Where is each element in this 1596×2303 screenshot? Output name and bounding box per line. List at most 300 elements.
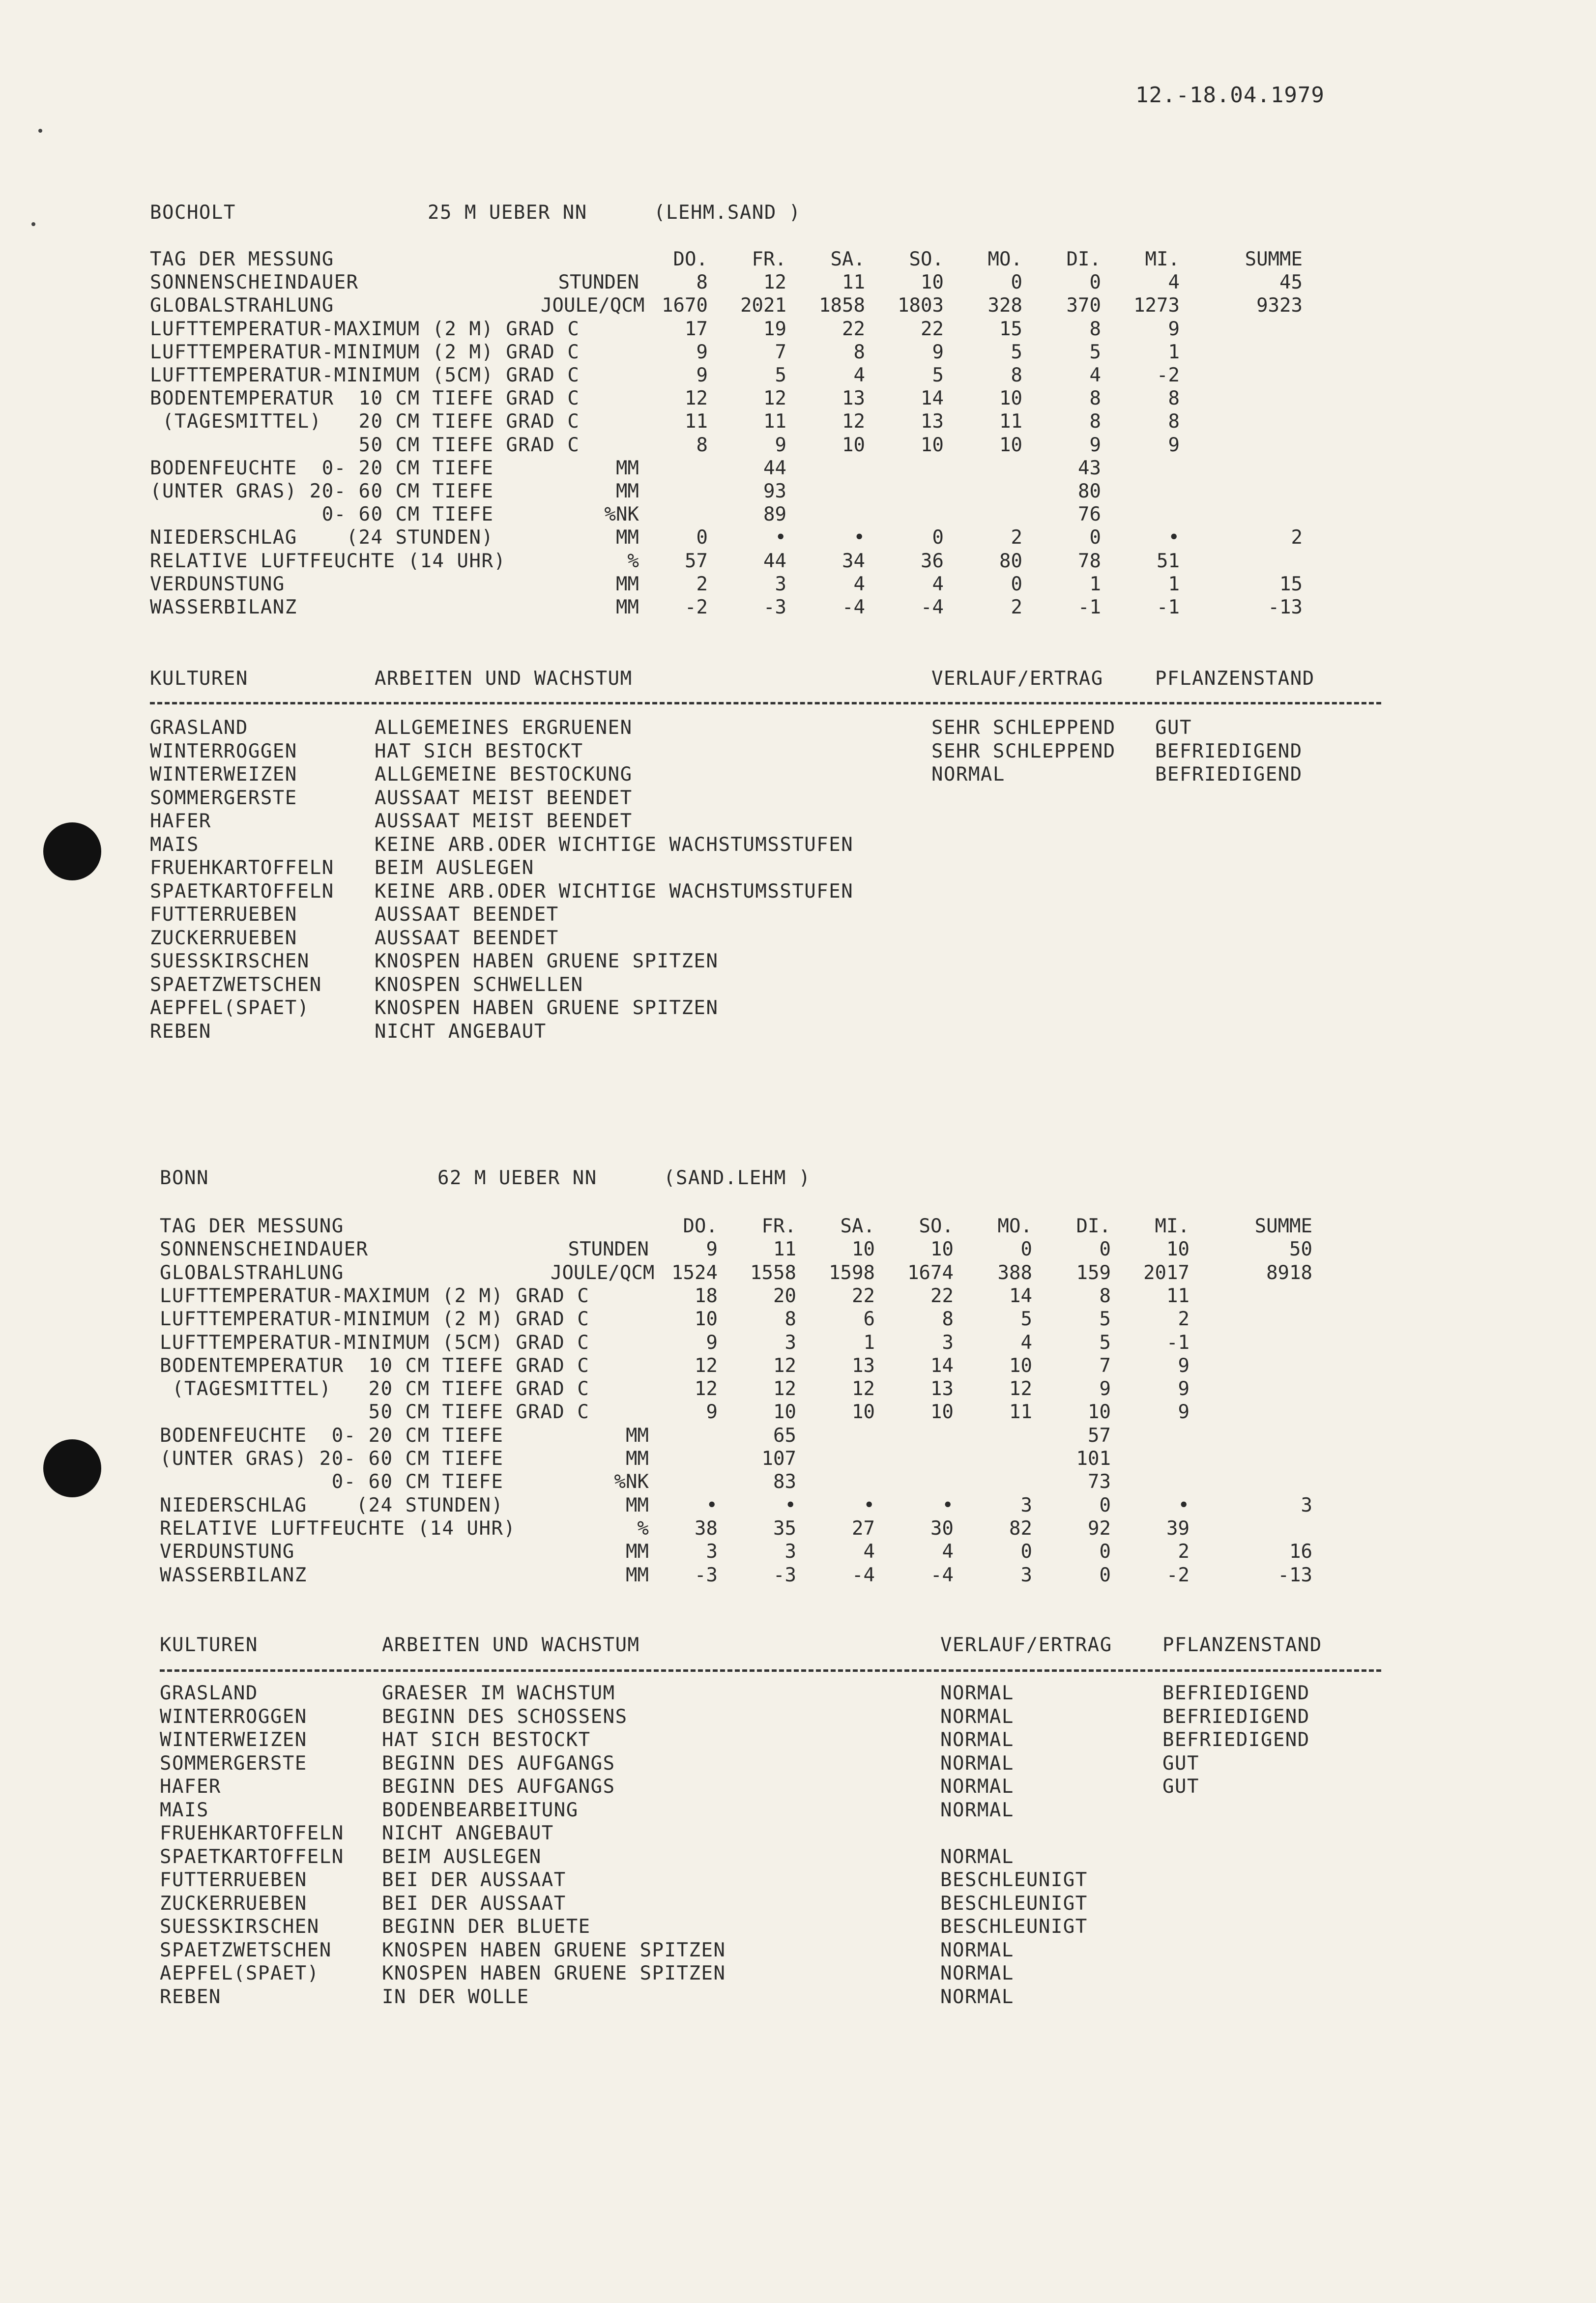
- measure-value: -4: [930, 1564, 954, 1586]
- measure-value: 13: [930, 1378, 954, 1400]
- measure-value: 1803: [898, 294, 944, 317]
- measure-unit: MM: [616, 457, 639, 479]
- measure-value: -1: [1078, 596, 1101, 618]
- measure-label: GLOBALSTRAHLUNG: [150, 294, 334, 317]
- crops-header-arbeiten: ARBEITEN UND WACHSTUM: [375, 668, 633, 690]
- measure-unit: MM: [616, 596, 639, 618]
- measure-value: -2: [1157, 364, 1180, 386]
- measure-label: VERDUNSTUNG: [150, 573, 285, 595]
- measure-value: -3: [695, 1564, 718, 1586]
- summe-header: SUMME: [1245, 248, 1303, 270]
- measure-value: 1: [1168, 573, 1180, 595]
- measure-value: 107: [761, 1448, 796, 1470]
- crops-header-verlauf: VERLAUF/ERTRAG: [931, 668, 1103, 690]
- measure-label: SONNENSCHEINDAUER: [150, 271, 359, 294]
- day-header-mi: MI.: [1145, 248, 1180, 270]
- measure-label: WASSERBILANZ: [150, 596, 297, 618]
- crop-work: AUSSAAT MEIST BEENDET: [375, 787, 633, 809]
- crop-verlauf: NORMAL: [940, 1752, 1014, 1775]
- measure-label: TAG DER MESSUNG: [160, 1215, 344, 1237]
- day-header-sa: SA.: [840, 1215, 875, 1237]
- measure-value: 0: [1099, 1494, 1111, 1516]
- crop-work: KEINE ARB.ODER WICHTIGE WACHSTUMSSTUFEN: [375, 833, 854, 856]
- crop-name: SPAETKARTOFFELN: [160, 1845, 344, 1868]
- crop-verlauf: NORMAL: [940, 1962, 1014, 1984]
- crops-header-arbeiten: ARBEITEN UND WACHSTUM: [382, 1634, 640, 1656]
- dashed-divider: [150, 702, 1381, 704]
- measure-unit: %NK: [614, 1471, 649, 1493]
- measure-value: 12: [763, 271, 786, 294]
- measure-value: 9: [706, 1401, 718, 1424]
- measure-value: 4: [1089, 364, 1101, 386]
- crop-work: KNOSPEN HABEN GRUENE SPITZEN: [382, 1939, 726, 1961]
- measure-value: 1670: [662, 294, 708, 317]
- measure-value: 3: [942, 1331, 954, 1354]
- measure-label: 50 CM TIEFE GRAD C: [150, 434, 580, 456]
- measure-value: 19: [763, 318, 786, 340]
- measure-label: (TAGESMITTEL) 20 CM TIEFE GRAD C: [160, 1378, 590, 1400]
- station-altitude: 25 M UEBER NN: [428, 202, 587, 224]
- crop-work: BODENBEARBEITUNG: [382, 1799, 579, 1821]
- measure-value: 11: [763, 410, 786, 433]
- measure-value: -2: [685, 596, 708, 618]
- measure-label: TAG DER MESSUNG: [150, 248, 334, 270]
- measure-value: •: [784, 1494, 796, 1516]
- measure-value: 43: [1078, 457, 1101, 479]
- crop-work: BEGINN DES SCHOSSENS: [382, 1705, 628, 1728]
- crop-stand: GUT: [1162, 1776, 1199, 1798]
- measure-value: 10: [999, 387, 1022, 410]
- measure-unit: MM: [626, 1494, 649, 1516]
- measure-label: LUFTTEMPERATUR-MINIMUM (2 M) GRAD C: [160, 1308, 590, 1331]
- crop-work: BEGINN DES AUFGANGS: [382, 1776, 615, 1798]
- measure-unit: MM: [626, 1564, 649, 1586]
- crop-name: ZUCKERRUEBEN: [160, 1892, 307, 1915]
- measure-value: 82: [1009, 1517, 1032, 1540]
- measure-sum: -13: [1268, 596, 1303, 618]
- measure-value: 2: [696, 573, 708, 595]
- measure-value: 4: [942, 1541, 954, 1563]
- measure-value: 8: [853, 341, 865, 363]
- measure-value: 8: [1099, 1284, 1111, 1307]
- measure-unit: JOULE/QCM: [551, 1261, 655, 1284]
- measure-value: 8: [1089, 410, 1101, 433]
- measure-unit: STUNDEN: [568, 1238, 649, 1261]
- measure-value: 0: [1099, 1564, 1111, 1586]
- crop-work: KNOSPEN HABEN GRUENE SPITZEN: [382, 1962, 726, 1984]
- measure-sum: -13: [1277, 1564, 1312, 1586]
- measure-value: 10: [921, 434, 944, 456]
- measure-sum: 3: [1301, 1494, 1312, 1516]
- crop-work: BEGINN DER BLUETE: [382, 1916, 591, 1938]
- crop-work: KNOSPEN HABEN GRUENE SPITZEN: [375, 950, 719, 972]
- measure-label: 0- 60 CM TIEFE: [150, 503, 494, 526]
- measure-value: 0: [1011, 271, 1022, 294]
- measure-value: •: [863, 1494, 875, 1516]
- measure-value: 5: [1020, 1308, 1032, 1331]
- measure-value: 1858: [819, 294, 865, 317]
- measure-value: 3: [706, 1541, 718, 1563]
- measure-value: 2: [1178, 1308, 1190, 1331]
- crop-name: WINTERWEIZEN: [160, 1729, 307, 1751]
- crop-stand: BEFRIEDIGEND: [1162, 1729, 1310, 1751]
- crop-work: AUSSAAT BEENDET: [375, 904, 559, 926]
- measure-value: 18: [695, 1284, 718, 1307]
- measure-value: 1524: [671, 1261, 718, 1284]
- measure-value: 4: [853, 573, 865, 595]
- station-name: BOCHOLT: [150, 202, 236, 224]
- measure-value: 11: [685, 410, 708, 433]
- measure-value: 8: [1168, 387, 1180, 410]
- paper-speck: [38, 129, 42, 133]
- measure-value: 2: [1011, 596, 1022, 618]
- measure-value: -1: [1157, 596, 1180, 618]
- measure-value: •: [1178, 1494, 1190, 1516]
- punch-hole-bottom: [43, 1439, 101, 1497]
- measure-value: 12: [773, 1354, 796, 1377]
- measure-value: 4: [932, 573, 944, 595]
- measure-value: 30: [930, 1517, 954, 1540]
- crop-verlauf: NORMAL: [931, 763, 1005, 786]
- measure-unit: MM: [616, 573, 639, 595]
- measure-label: VERDUNSTUNG: [160, 1541, 295, 1563]
- measure-value: 12: [852, 1378, 875, 1400]
- measure-value: 4: [853, 364, 865, 386]
- measure-value: 9: [696, 364, 708, 386]
- measure-value: -4: [842, 596, 865, 618]
- crop-name: SOMMERGERSTE: [160, 1752, 307, 1775]
- measure-value: 1598: [829, 1261, 875, 1284]
- measure-value: 12: [842, 410, 865, 433]
- crops-header-stand: PFLANZENSTAND: [1155, 668, 1315, 690]
- crops-header-stand: PFLANZENSTAND: [1162, 1634, 1322, 1656]
- measure-value: 6: [863, 1308, 875, 1331]
- measure-unit: %NK: [604, 503, 639, 526]
- summe-header: SUMME: [1254, 1215, 1312, 1237]
- measure-label: (UNTER GRAS) 20- 60 CM TIEFE: [160, 1448, 504, 1470]
- measure-value: 8: [696, 271, 708, 294]
- measure-value: 10: [695, 1308, 718, 1331]
- day-header-so: SO.: [919, 1215, 954, 1237]
- crop-work: ALLGEMEINES ERGRUENEN: [375, 717, 633, 739]
- measure-value: •: [853, 526, 865, 549]
- measure-unit: JOULE/QCM: [541, 294, 645, 317]
- measure-value: 7: [1099, 1354, 1111, 1377]
- measure-value: 12: [685, 387, 708, 410]
- day-header-fr: FR.: [761, 1215, 796, 1237]
- crop-verlauf: BESCHLEUNIGT: [940, 1869, 1088, 1891]
- measure-label: BODENFEUCHTE 0- 20 CM TIEFE: [160, 1424, 504, 1447]
- measure-value: 3: [1020, 1564, 1032, 1586]
- measure-value: 12: [763, 387, 786, 410]
- measure-label: NIEDERSCHLAG (24 STUNDEN): [150, 526, 494, 549]
- measure-value: 10: [773, 1401, 796, 1424]
- measure-value: 9: [1178, 1354, 1190, 1377]
- measure-label: RELATIVE LUFTFEUCHTE (14 UHR): [160, 1517, 516, 1540]
- crop-work: IN DER WOLLE: [382, 1985, 529, 2008]
- measure-value: 8: [696, 434, 708, 456]
- measure-value: 14: [930, 1354, 954, 1377]
- crop-stand: GUT: [1155, 717, 1192, 739]
- measure-unit: MM: [616, 480, 639, 502]
- crop-stand: BEFRIEDIGEND: [1162, 1682, 1310, 1704]
- measure-value: 22: [842, 318, 865, 340]
- measure-label: LUFTTEMPERATUR-MAXIMUM (2 M) GRAD C: [150, 318, 580, 340]
- measure-value: 1: [1168, 341, 1180, 363]
- measure-value: 2021: [740, 294, 786, 317]
- measure-value: -3: [763, 596, 786, 618]
- crop-name: MAIS: [150, 833, 199, 856]
- measure-value: -1: [1166, 1331, 1190, 1354]
- measure-value: 44: [763, 457, 786, 479]
- measure-value: 159: [1076, 1261, 1111, 1284]
- measure-value: 10: [999, 434, 1022, 456]
- crop-work: NICHT ANGEBAUT: [375, 1020, 547, 1043]
- measure-unit: MM: [626, 1541, 649, 1563]
- dashed-divider: [160, 1669, 1381, 1672]
- crop-stand: BEFRIEDIGEND: [1162, 1705, 1310, 1728]
- crop-work: HAT SICH BESTOCKT: [375, 740, 583, 762]
- measure-value: 22: [852, 1284, 875, 1307]
- measure-value: 388: [997, 1261, 1032, 1284]
- crop-name: FRUEHKARTOFFELN: [160, 1822, 344, 1844]
- crop-verlauf: NORMAL: [940, 1985, 1014, 2008]
- measure-label: 0- 60 CM TIEFE: [160, 1471, 504, 1493]
- day-header-mo: MO.: [987, 248, 1022, 270]
- measure-value: 14: [1009, 1284, 1032, 1307]
- measure-value: 1273: [1133, 294, 1180, 317]
- measure-value: 80: [1078, 480, 1101, 502]
- measure-value: 38: [695, 1517, 718, 1540]
- measure-value: 9: [775, 434, 786, 456]
- measure-value: 0: [696, 526, 708, 549]
- soil-type: (SAND.LEHM ): [664, 1167, 811, 1189]
- crop-verlauf: BESCHLEUNIGT: [940, 1916, 1088, 1938]
- measure-value: 89: [763, 503, 786, 526]
- measure-label: LUFTTEMPERATUR-MINIMUM (2 M) GRAD C: [150, 341, 580, 363]
- day-header-mi: MI.: [1155, 1215, 1190, 1237]
- measure-value: 36: [921, 550, 944, 572]
- measure-unit: MM: [616, 526, 639, 549]
- crop-name: WINTERROGGEN: [160, 1705, 307, 1728]
- crop-name: GRASLAND: [160, 1682, 258, 1704]
- measure-value: 11: [999, 410, 1022, 433]
- station-altitude: 62 M UEBER NN: [437, 1167, 597, 1189]
- measure-value: 0: [1011, 573, 1022, 595]
- measure-value: 3: [775, 573, 786, 595]
- measure-value: 1: [863, 1331, 875, 1354]
- measure-value: 9: [1178, 1378, 1190, 1400]
- measure-value: 11: [1009, 1401, 1032, 1424]
- measure-value: 12: [1009, 1378, 1032, 1400]
- measure-value: 2: [1011, 526, 1022, 549]
- measure-label: LUFTTEMPERATUR-MAXIMUM (2 M) GRAD C: [160, 1284, 590, 1307]
- measure-value: 17: [685, 318, 708, 340]
- measure-sum: 9323: [1256, 294, 1303, 317]
- measure-value: 92: [1088, 1517, 1111, 1540]
- crop-work: BEI DER AUSSAAT: [382, 1892, 566, 1915]
- punch-hole-top: [43, 822, 101, 880]
- paper-speck: [31, 222, 35, 226]
- measure-sum: 16: [1289, 1541, 1312, 1563]
- crop-verlauf: NORMAL: [940, 1939, 1014, 1961]
- measure-value: 8: [784, 1308, 796, 1331]
- measure-value: •: [775, 526, 786, 549]
- measure-value: 0: [1099, 1238, 1111, 1261]
- crop-name: FRUEHKARTOFFELN: [150, 857, 334, 879]
- measure-value: 1674: [907, 1261, 954, 1284]
- measure-value: 14: [921, 387, 944, 410]
- day-header-di: DI.: [1066, 248, 1101, 270]
- measure-label: 50 CM TIEFE GRAD C: [160, 1401, 590, 1424]
- crop-work: NICHT ANGEBAUT: [382, 1822, 554, 1844]
- measure-value: 8: [942, 1308, 954, 1331]
- crop-name: WINTERWEIZEN: [150, 763, 297, 786]
- measure-value: 10: [1009, 1354, 1032, 1377]
- measure-value: 9: [932, 341, 944, 363]
- measure-value: 5: [1011, 341, 1022, 363]
- measure-value: 328: [987, 294, 1022, 317]
- measure-value: 370: [1066, 294, 1101, 317]
- crop-name: SUESSKIRSCHEN: [160, 1916, 319, 1938]
- crop-name: FUTTERRUEBEN: [150, 904, 297, 926]
- measure-value: 9: [1089, 434, 1101, 456]
- measure-label: LUFTTEMPERATUR-MINIMUM (5CM) GRAD C: [160, 1331, 590, 1354]
- crop-verlauf: NORMAL: [940, 1776, 1014, 1798]
- crop-work: BEIM AUSLEGEN: [382, 1845, 542, 1868]
- measure-value: 5: [1099, 1331, 1111, 1354]
- measure-value: -2: [1166, 1564, 1190, 1586]
- measure-value: •: [706, 1494, 718, 1516]
- measure-value: 0: [1089, 271, 1101, 294]
- crop-verlauf: NORMAL: [940, 1845, 1014, 1868]
- report-date: 12.-18.04.1979: [1135, 83, 1325, 108]
- crop-work: BEGINN DES AUFGANGS: [382, 1752, 615, 1775]
- measure-value: 3: [784, 1331, 796, 1354]
- measure-label: SONNENSCHEINDAUER: [160, 1238, 369, 1261]
- crop-work: BEIM AUSLEGEN: [375, 857, 534, 879]
- measure-value: -3: [773, 1564, 796, 1586]
- measure-value: 2: [1178, 1541, 1190, 1563]
- crop-verlauf: NORMAL: [940, 1729, 1014, 1751]
- crops-header-kulturen: KULTUREN: [160, 1634, 258, 1656]
- crop-stand: BEFRIEDIGEND: [1155, 740, 1303, 762]
- crop-name: WINTERROGGEN: [150, 740, 297, 762]
- crop-name: HAFER: [150, 810, 211, 832]
- measure-value: 78: [1078, 550, 1101, 572]
- measure-value: 10: [930, 1401, 954, 1424]
- measure-value: 57: [1088, 1424, 1111, 1447]
- measure-label: BODENTEMPERATUR 10 CM TIEFE GRAD C: [150, 387, 580, 410]
- measure-value: 8: [1168, 410, 1180, 433]
- crop-name: SUESSKIRSCHEN: [150, 950, 310, 972]
- measure-value: 11: [842, 271, 865, 294]
- measure-value: 8: [1089, 318, 1101, 340]
- measure-value: 10: [921, 271, 944, 294]
- measure-value: 0: [1020, 1541, 1032, 1563]
- crop-name: SPAETZWETSCHEN: [160, 1939, 332, 1961]
- measure-unit: %: [637, 1517, 649, 1540]
- measure-value: -4: [852, 1564, 875, 1586]
- measure-label: LUFTTEMPERATUR-MINIMUM (5CM) GRAD C: [150, 364, 580, 386]
- measure-value: 5: [1099, 1308, 1111, 1331]
- soil-type: (LEHM.SAND ): [654, 202, 801, 224]
- measure-unit: MM: [626, 1448, 649, 1470]
- measure-value: 5: [932, 364, 944, 386]
- measure-value: 2017: [1143, 1261, 1190, 1284]
- measure-value: 0: [1089, 526, 1101, 549]
- measure-label: (TAGESMITTEL) 20 CM TIEFE GRAD C: [150, 410, 580, 433]
- crop-name: AEPFEL(SPAET): [150, 997, 310, 1019]
- measure-unit: MM: [626, 1424, 649, 1447]
- measure-unit: %: [627, 550, 639, 572]
- measure-value: 8: [1011, 364, 1022, 386]
- measure-value: 9: [1168, 318, 1180, 340]
- crop-work: AUSSAAT MEIST BEENDET: [375, 810, 633, 832]
- measure-value: 93: [763, 480, 786, 502]
- crops-header-kulturen: KULTUREN: [150, 668, 248, 690]
- measure-value: •: [942, 1494, 954, 1516]
- crop-verlauf: NORMAL: [940, 1705, 1014, 1728]
- measure-value: 9: [1168, 434, 1180, 456]
- crop-verlauf: BESCHLEUNIGT: [940, 1892, 1088, 1915]
- measure-value: 80: [999, 550, 1022, 572]
- crop-work: HAT SICH BESTOCKT: [382, 1729, 591, 1751]
- measure-value: 0: [932, 526, 944, 549]
- crop-name: SPAETZWETSCHEN: [150, 973, 322, 996]
- measure-sum: 50: [1289, 1238, 1312, 1261]
- measure-value: -4: [921, 596, 944, 618]
- measure-value: 0: [1020, 1238, 1032, 1261]
- measure-label: NIEDERSCHLAG (24 STUNDEN): [160, 1494, 504, 1516]
- crop-name: SPAETKARTOFFELN: [150, 880, 334, 903]
- crop-work: ALLGEMEINE BESTOCKUNG: [375, 763, 633, 786]
- measure-value: 9: [1178, 1401, 1190, 1424]
- crop-verlauf: SEHR SCHLEPPEND: [931, 717, 1116, 739]
- measure-value: 10: [930, 1238, 954, 1261]
- crop-verlauf: NORMAL: [940, 1682, 1014, 1704]
- day-header-do: DO.: [673, 248, 708, 270]
- measure-value: 1: [1089, 573, 1101, 595]
- crop-name: REBEN: [150, 1020, 211, 1043]
- measure-value: 9: [706, 1331, 718, 1354]
- day-header-so: SO.: [909, 248, 944, 270]
- measure-value: 27: [852, 1517, 875, 1540]
- measure-value: 13: [852, 1354, 875, 1377]
- measure-label: BODENTEMPERATUR 10 CM TIEFE GRAD C: [160, 1354, 590, 1377]
- measure-value: 15: [999, 318, 1022, 340]
- measure-sum: 8918: [1266, 1261, 1312, 1284]
- crop-work: GRAESER IM WACHSTUM: [382, 1682, 615, 1704]
- measure-value: 5: [1089, 341, 1101, 363]
- measure-value: 10: [1088, 1401, 1111, 1424]
- measure-value: 4: [1168, 271, 1180, 294]
- measure-value: 20: [773, 1284, 796, 1307]
- measure-unit: STUNDEN: [558, 271, 639, 294]
- crop-name: SOMMERGERSTE: [150, 787, 297, 809]
- measure-value: 11: [1166, 1284, 1190, 1307]
- measure-value: 22: [921, 318, 944, 340]
- measure-value: 7: [775, 341, 786, 363]
- measure-value: 34: [842, 550, 865, 572]
- measure-value: 0: [1099, 1541, 1111, 1563]
- crop-name: REBEN: [160, 1985, 221, 2008]
- measure-value: 4: [863, 1541, 875, 1563]
- measure-value: 65: [773, 1424, 796, 1447]
- crop-name: FUTTERRUEBEN: [160, 1869, 307, 1891]
- measure-sum: 2: [1291, 526, 1303, 549]
- measure-value: 39: [1166, 1517, 1190, 1540]
